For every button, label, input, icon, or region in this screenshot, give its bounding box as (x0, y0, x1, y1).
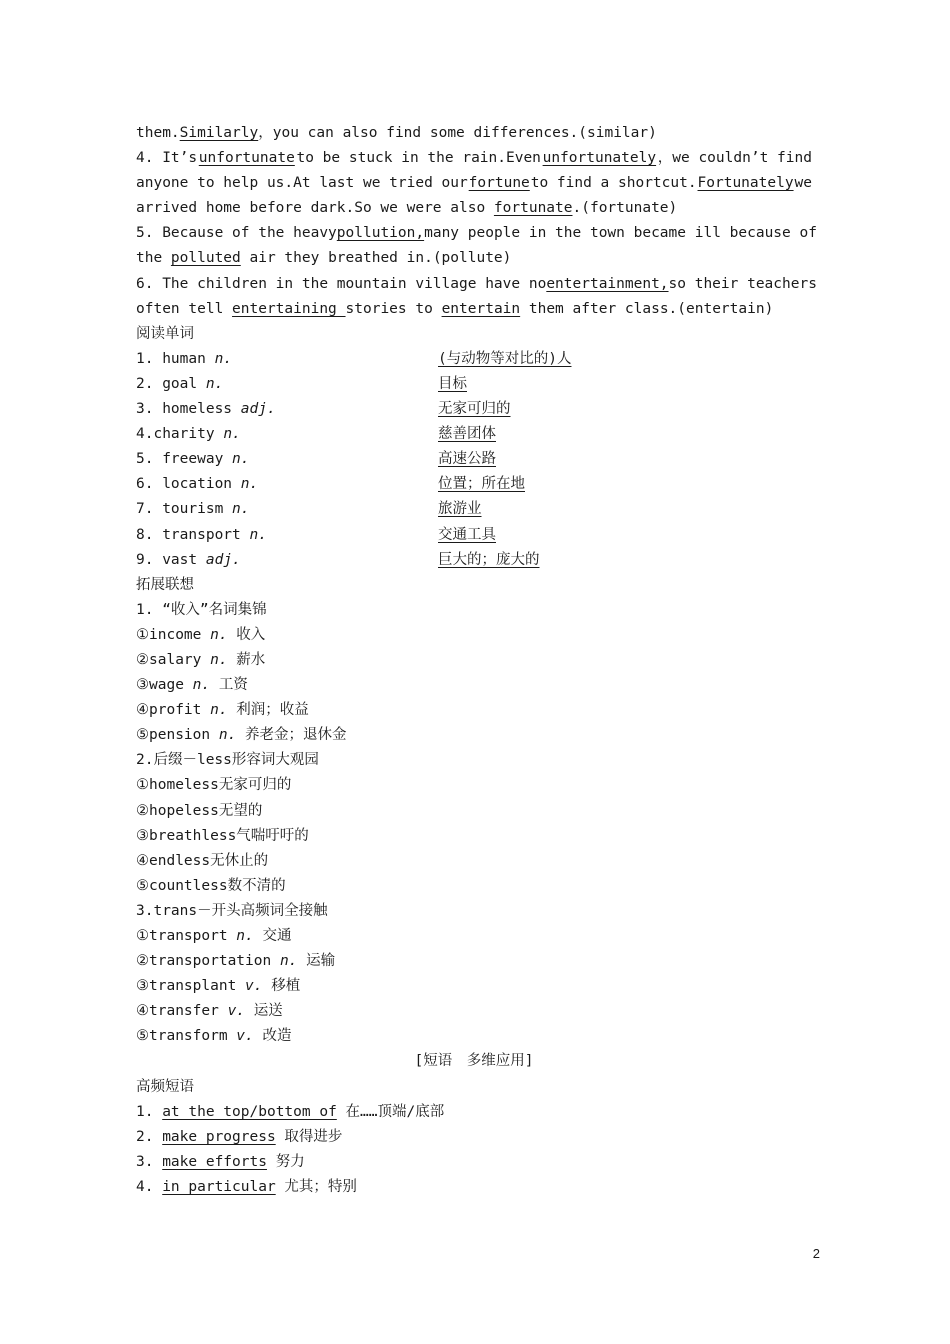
word: ③wage (136, 677, 193, 694)
part-of-speech: v. (227, 1003, 246, 1020)
item-number: 7. (136, 501, 163, 518)
section-title: 拓展联想 (136, 576, 194, 593)
text: them. (136, 125, 180, 141)
part-of-speech: n. (232, 501, 250, 518)
phrase: make progress (162, 1128, 276, 1145)
vocab-word: transport (162, 526, 250, 543)
group-title: 2.后缀－less形容词大观园 (136, 752, 319, 769)
list-item: ④endless无休止的 (136, 852, 269, 869)
vocab-word: freeway (162, 451, 233, 468)
answer-blank: Fortunately (697, 175, 794, 192)
list-item (136, 623, 812, 648)
text: 5. Because of the heavy (136, 225, 337, 242)
exercise-line (136, 297, 812, 322)
word: ④profit (136, 702, 211, 719)
answer-blank: entertainment, (546, 275, 669, 292)
vocab-meaning: 旅游业 (438, 501, 482, 518)
item-number: 3. (136, 1153, 163, 1170)
list-item: ⑤countless数不清的 (136, 877, 286, 894)
exercise-line (136, 272, 817, 297)
item-number: 1. (136, 350, 163, 367)
word: ⑤pension (136, 727, 219, 744)
word: ⑤transform (136, 1028, 237, 1045)
list-item (136, 648, 812, 673)
group-title: 1. “收入”名词集锦 (136, 601, 267, 618)
item-number: 8. (136, 526, 163, 543)
vocab-item (136, 372, 812, 397)
answer-blank: polluted (170, 250, 241, 267)
meaning: 改造 (253, 1028, 292, 1045)
part-of-speech: n. (192, 677, 211, 694)
vocab-word: goal (162, 375, 206, 392)
list-item (136, 999, 812, 1024)
list-item (136, 698, 812, 723)
vocab-item (136, 497, 812, 522)
vocab-meaning: 无家可归的 (438, 401, 511, 418)
section-title: 高频短语 (136, 1078, 194, 1095)
text: so their teachers (668, 275, 817, 292)
phrase-item (136, 1100, 812, 1125)
vocab-word: tourism (162, 501, 233, 518)
word: ②salary (136, 651, 211, 668)
phrase-item (136, 1125, 812, 1150)
section-title: 阅读单词 (136, 325, 194, 342)
text: arrived home before dark.So we were also (136, 200, 494, 217)
list-item (136, 723, 812, 748)
text: ，we couldn’t find (657, 150, 812, 167)
part-of-speech: n. (223, 426, 241, 443)
phrase-meaning: 尤其；特别 (275, 1178, 357, 1195)
part-of-speech: n. (249, 526, 267, 543)
part-of-speech: n. (236, 928, 254, 944)
phrase-meaning: 努力 (266, 1153, 305, 1170)
meaning: 利润；收益 (227, 702, 309, 719)
list-item: ①homeless无家可归的 (136, 777, 292, 794)
part-of-speech: n. (279, 953, 298, 970)
text: to find a shortcut. (530, 175, 697, 192)
item-number: 2. (136, 1128, 163, 1145)
section-header: [短语 多维应用] (414, 1053, 534, 1070)
answer-blank: fortune (468, 175, 530, 192)
answer-blank: entertain (441, 300, 521, 317)
vocab-item (136, 347, 812, 372)
vocab-word: vast (162, 551, 206, 568)
text: we (794, 175, 812, 192)
list-item (136, 673, 812, 698)
vocab-word: human (162, 350, 215, 367)
phrase-meaning: 取得进步 (275, 1128, 343, 1145)
phrase-item (136, 1175, 812, 1200)
vocab-item (136, 422, 812, 447)
word: ②transportation (136, 953, 280, 970)
phrase: in particular (162, 1178, 276, 1195)
exercise-line (136, 221, 817, 246)
text: ，you can also find some differences.(similar) (258, 125, 657, 141)
vocab-word: location (162, 476, 241, 493)
item-number: 9. (136, 551, 163, 568)
item-number: 1. (136, 1103, 163, 1120)
vocab-meaning: 位置；所在地 (438, 476, 525, 493)
meaning: 交通 (253, 928, 292, 944)
page-number: 2 (812, 1246, 820, 1261)
exercise-line (136, 171, 812, 196)
text: 6. The children in the mountain village have no (136, 275, 547, 292)
answer-blank: unfortunately (542, 150, 657, 167)
vocab-word: homeless (162, 401, 241, 418)
page-content (136, 121, 817, 1200)
vocab-meaning: (与动物等对比的)人 (438, 350, 572, 367)
part-of-speech: n. (205, 375, 224, 392)
meaning: 运送 (245, 1003, 283, 1020)
vocab-item (136, 447, 812, 472)
part-of-speech: adj. (205, 551, 241, 568)
part-of-speech: n. (240, 476, 259, 493)
text: .(fortunate) (572, 200, 678, 217)
part-of-speech: n. (218, 727, 237, 744)
vocab-word: charity (153, 426, 224, 443)
word: ③transplant (136, 978, 246, 995)
text: anyone to help us.At last we tried our (136, 175, 468, 192)
list-item (136, 949, 812, 974)
text: to be stuck in the rain.Even (296, 150, 541, 167)
phrase: make efforts (162, 1153, 267, 1170)
part-of-speech: n. (210, 651, 228, 668)
part-of-speech: n. (210, 702, 228, 719)
item-number: 3. (136, 401, 163, 418)
answer-blank: unfortunate (198, 150, 295, 167)
item-number: 2. (136, 375, 163, 392)
item-number: 5. (136, 451, 163, 468)
vocab-item (136, 397, 812, 422)
item-number: 4. (136, 426, 154, 443)
part-of-speech: n. (214, 350, 233, 367)
word: ④transfer (136, 1003, 228, 1020)
text: stories to (345, 300, 442, 317)
part-of-speech: adj. (240, 401, 276, 418)
group-title: 3.trans－开头高频词全接触 (136, 902, 328, 919)
exercise-line (136, 246, 812, 271)
text: many people in the town became ill because of (424, 225, 817, 242)
list-item (136, 924, 812, 949)
meaning: 收入 (227, 626, 266, 643)
vocab-meaning: 交通工具 (438, 526, 496, 543)
part-of-speech: v. (236, 1028, 254, 1045)
list-item (136, 974, 812, 999)
text: them after class.(entertain) (520, 300, 774, 317)
vocab-meaning: 巨大的；庞大的 (438, 551, 540, 568)
meaning: 工资 (210, 677, 248, 694)
meaning: 运输 (297, 953, 336, 970)
item-number: 4. (136, 1178, 163, 1195)
exercise-line (136, 196, 812, 221)
vocab-item (136, 472, 812, 497)
vocab-item (136, 548, 812, 573)
text: air they breathed in.(pollute) (240, 250, 512, 267)
meaning: 薪水 (227, 651, 266, 668)
part-of-speech: n. (232, 451, 250, 468)
word: ①income (136, 626, 211, 643)
meaning: 移植 (262, 978, 301, 995)
list-item: ②hopeless无望的 (136, 802, 263, 819)
vocab-item (136, 523, 812, 548)
item-number: 6. (136, 476, 163, 493)
text: 4. It’s (136, 150, 198, 167)
vocab-meaning: 高速公路 (438, 451, 496, 468)
text: the (136, 250, 171, 267)
part-of-speech: n. (210, 626, 228, 643)
text: often tell (136, 300, 233, 317)
part-of-speech: v. (245, 978, 263, 995)
phrase-item (136, 1150, 812, 1175)
word: ①transport (136, 928, 237, 944)
list-item: ③breathless气喘吁吁的 (136, 827, 309, 844)
exercise-line (136, 146, 812, 171)
vocab-list (136, 347, 812, 573)
answer-blank: fortunate (493, 200, 573, 217)
list-item (136, 1024, 812, 1049)
vocab-meaning: 目标 (438, 375, 467, 392)
meaning: 养老金；退休金 (236, 727, 347, 744)
exercise-line (136, 121, 812, 146)
answer-blank: entertaining (232, 300, 346, 317)
answer-blank: pollution, (336, 225, 425, 242)
answer-blank: Similarly (179, 125, 259, 141)
phrase: at the top/bottom of (162, 1103, 337, 1120)
vocab-meaning: 慈善团体 (438, 426, 496, 443)
phrase-meaning: 在……顶端/底部 (336, 1103, 445, 1120)
